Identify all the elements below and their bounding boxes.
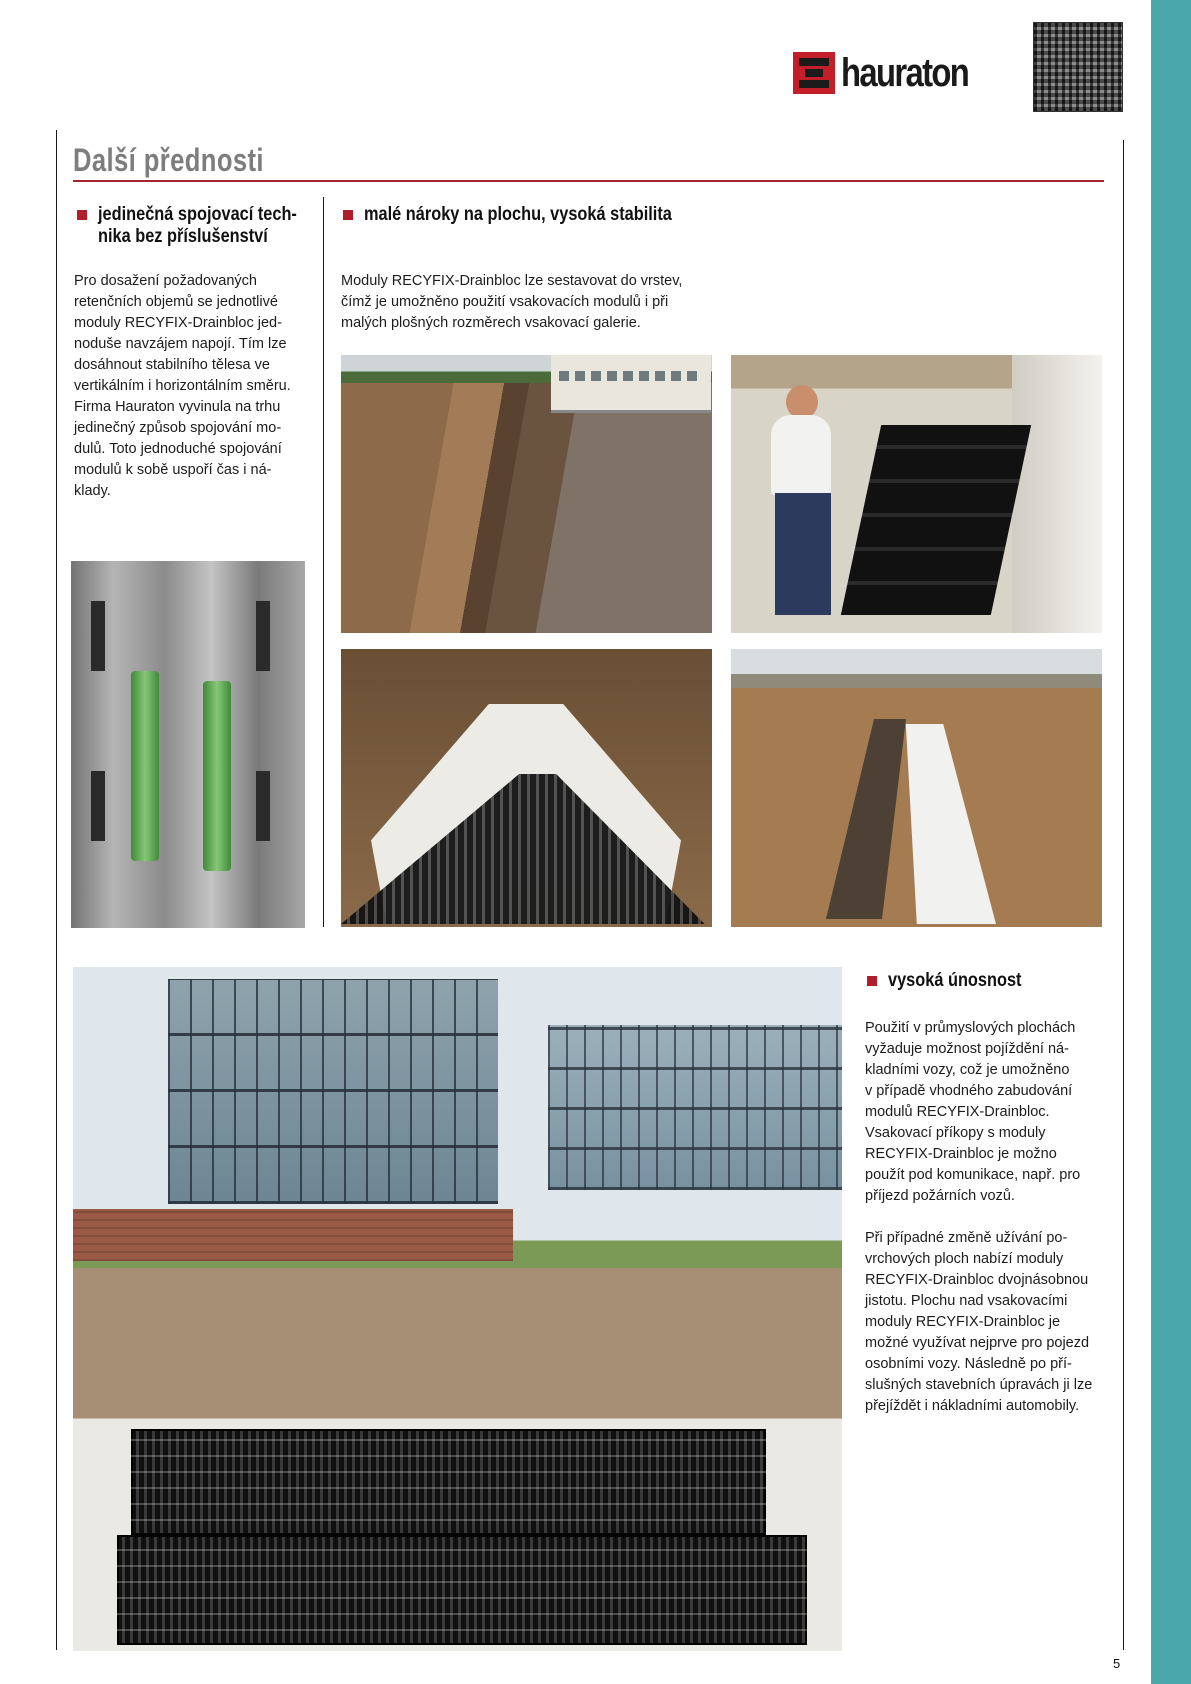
text-line: slušných stavebních úpravách ji lze: [865, 1377, 1093, 1393]
photo-module-stack-building: [73, 967, 842, 1651]
text-line: jistotu. Plochu nad vsakovacími: [865, 1293, 1068, 1309]
text-line: Vsakovací příkopy s moduly: [865, 1125, 1046, 1141]
subheading-capacity: [867, 970, 1107, 992]
text-line: jedinečný způsob spojování mo-: [74, 420, 282, 436]
text-line: Firma Hauraton vyvinula na trhu: [74, 399, 281, 415]
text-line: Při případné změně užívání po-: [865, 1230, 1068, 1246]
subheading-technique: [77, 204, 322, 248]
photo-worker-stacking-modules: [731, 355, 1102, 633]
text-line: v případě vhodného zabudování: [865, 1083, 1073, 1099]
text-line: Moduly RECYFIX-Drainbloc lze sestavovat do vrstev,: [341, 273, 683, 289]
column-divider: [323, 197, 324, 927]
text-line: vyžaduje možnost pojíždění ná-: [865, 1041, 1069, 1057]
subheading-capacity-label: vysoká únosnost: [888, 970, 1022, 991]
text-line: přejíždět i nákladními automobily.: [865, 1398, 1080, 1414]
text-line: čímž je umožněno použití vsakovacích modulů i při: [341, 294, 669, 310]
capacity-text: [865, 1018, 1115, 1417]
text-line: dosáhnout stabilního tělesa ve: [74, 357, 270, 373]
text-line: noduše navzájem napojí. Tím lze: [74, 336, 287, 352]
subheading-space: [343, 204, 843, 226]
hauraton-logo-mark-icon: [793, 52, 835, 94]
subheading-technique-line2: nika bez příslušenství: [98, 226, 268, 247]
bullet-square-icon: [867, 976, 877, 986]
text-line: moduly RECYFIX-Drainbloc je: [865, 1314, 1061, 1330]
text-line: vertikálním i horizontálním směru.: [74, 378, 291, 394]
technique-text: [74, 271, 319, 502]
text-line: RECYFIX-Drainbloc je možno: [865, 1146, 1057, 1162]
brand-logo: [793, 50, 996, 96]
right-frame-line: [1123, 140, 1124, 1650]
left-frame-line: [56, 130, 57, 1650]
drainbloc-cube-thumbnail: [1033, 22, 1123, 112]
text-line: retenčních objemů se jednotlivé: [74, 294, 278, 310]
photo-excavated-trench: [341, 355, 712, 633]
text-line: příjezd požárních vozů.: [865, 1188, 1015, 1204]
text-line: malých plošných rozměrech vsakovací galerie.: [341, 315, 641, 331]
bullet-square-icon: [343, 210, 353, 220]
text-line: kladními vozy, což je umožněno: [865, 1062, 1070, 1078]
page-title: Další přednosti: [73, 142, 264, 178]
text-line: Pro dosažení požadovaných: [74, 273, 257, 289]
text-line: osobními vozy. Následně po pří-: [865, 1356, 1072, 1372]
side-color-bar: [1151, 0, 1191, 1684]
text-line: možné využívat nejprve pro pojezd: [865, 1335, 1090, 1351]
photo-connector-clips: [71, 561, 305, 928]
brand-name: hauraton: [841, 51, 969, 95]
text-line: použít pod komunikace, např. pro: [865, 1167, 1081, 1183]
subheading-technique-line1: jedinečná spojovací tech-: [98, 204, 297, 225]
title-rule: [73, 180, 1104, 182]
subheading-space-label: malé nároky na plochu, vysoká stabilita: [364, 204, 672, 225]
text-line: klady.: [74, 483, 111, 499]
page-number: 5: [1113, 1656, 1121, 1671]
text-line: modulů k sobě uspoří čas i ná-: [74, 462, 272, 478]
text-line: vrchových ploch nabízí moduly: [865, 1251, 1064, 1267]
text-line: moduly RECYFIX-Drainbloc jed-: [74, 315, 282, 331]
text-line: modulů RECYFIX-Drainbloc.: [865, 1104, 1050, 1120]
photo-wrapped-trench: [731, 649, 1102, 927]
space-text: [341, 271, 741, 334]
text-line: RECYFIX-Drainbloc dvojnásobnou: [865, 1272, 1089, 1288]
text-line: dulů. Toto jednoduché spojování: [74, 441, 282, 457]
photo-modules-on-geotextile: [341, 649, 712, 927]
text-line: Použití v průmyslových plochách: [865, 1020, 1076, 1036]
bullet-square-icon: [77, 210, 87, 220]
